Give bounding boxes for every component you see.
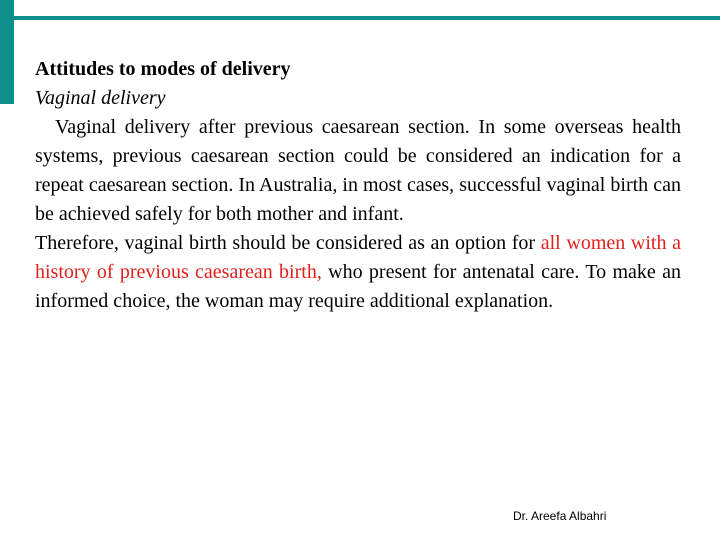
paragraph-recommendation-start: Therefore, vaginal birth should be considered as an option for	[35, 232, 541, 254]
accent-rule-top	[14, 16, 720, 20]
paragraph-recommendation	[35, 229, 681, 316]
paragraph-vbac-intro: Vaginal delivery after previous caesarean section. In some overseas health systems, previous caesarean section could be considered an indication for a repeat caesarean section. In Australia, in most cases, successful vaginal birth can be achieved safely for both mother and infant.	[35, 116, 681, 225]
accent-bar-left	[0, 0, 14, 104]
footer-author: Dr. Areefa Albahri	[513, 509, 607, 523]
highlighted-text: all women with a history of previous caesarean birth,	[35, 232, 681, 283]
slide-heading: Attitudes to modes of delivery	[35, 58, 291, 80]
slide-content	[35, 55, 681, 316]
paragraph-recommendation-end: who present for antenatal care. To make an informed choice, the woman may require additional explanation.	[35, 261, 681, 312]
slide-subheading: Vaginal delivery	[35, 87, 166, 109]
